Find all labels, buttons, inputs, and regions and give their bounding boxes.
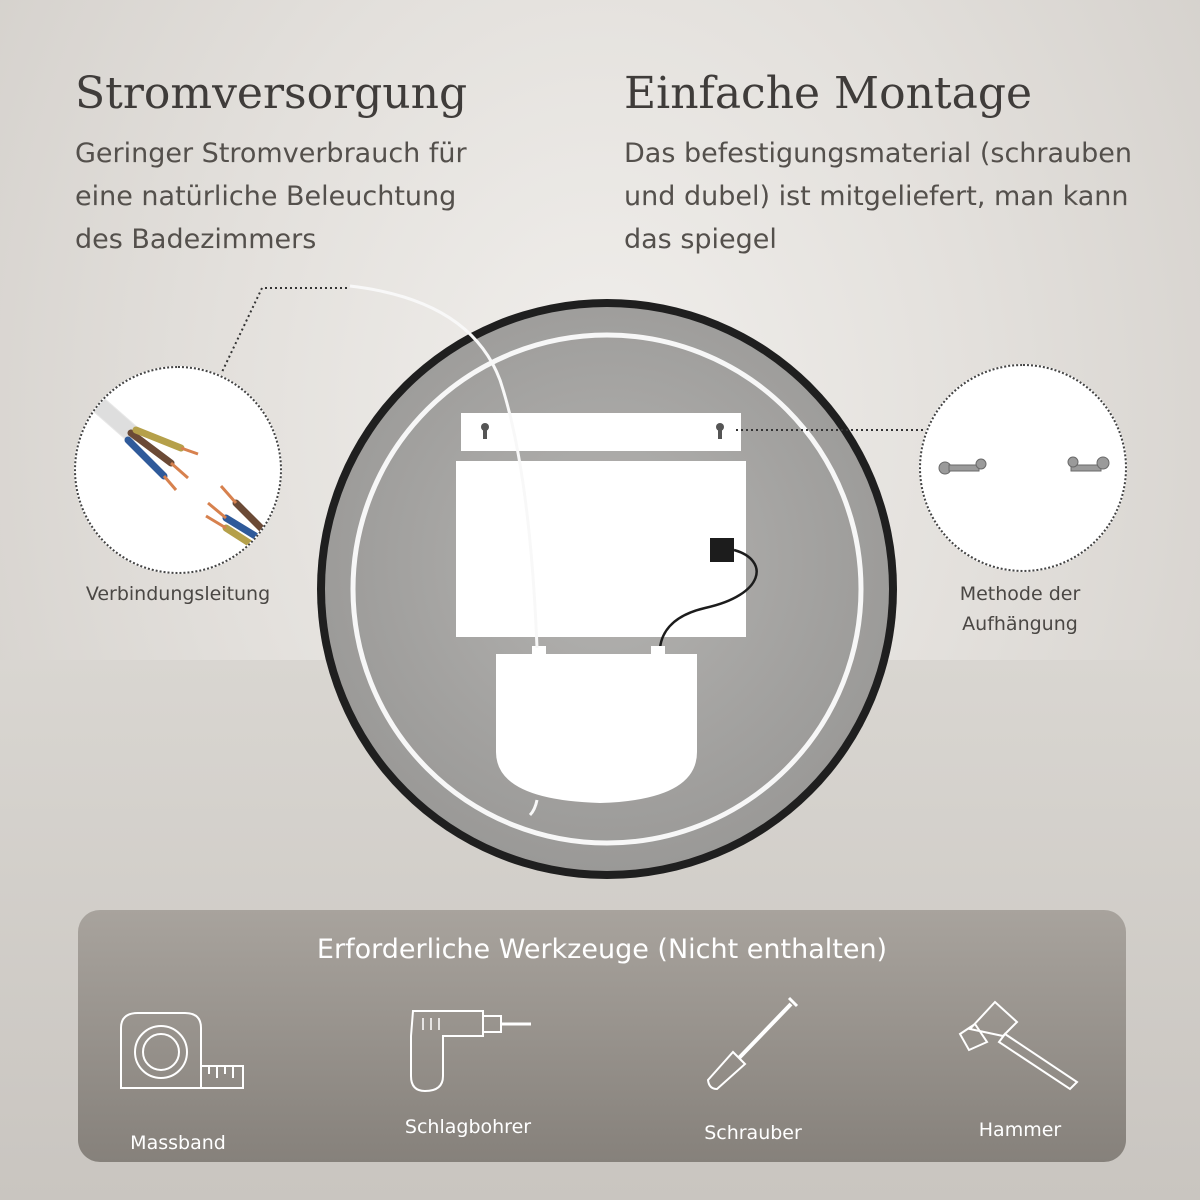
description-line: Geringer Stromverbrauch für <box>75 138 467 169</box>
caption-line: Aufhängung <box>962 613 1078 635</box>
caption-line: Methode der <box>959 583 1081 605</box>
cable-detail-circle <box>74 366 282 574</box>
stromversorgung-title: Stromversorgung <box>75 68 468 119</box>
montage-title: Einfache Montage <box>624 68 1033 119</box>
mounting-bar <box>461 413 741 451</box>
tool-item <box>653 992 853 1144</box>
description-line: und dubel) ist mitgeliefert, man kann <box>624 181 1129 212</box>
cable-callout-line <box>222 288 347 372</box>
description-line: eine natürliche Beleuchtung <box>75 181 457 212</box>
cable-wires-icon <box>76 368 282 574</box>
description-line: des Badezimmers <box>75 224 317 255</box>
tools-title: Erforderliche Werkzeuge (Nicht enthalten) <box>316 934 888 965</box>
tools-panel <box>78 910 1126 1162</box>
tool-label: Schlagbohrer <box>404 1116 532 1138</box>
hammer-icon <box>955 994 1085 1089</box>
cable-caption: Verbindungsleitung <box>85 583 271 605</box>
driver-box <box>496 654 697 803</box>
tool-label: Schrauber <box>704 1122 802 1144</box>
screw-hooks-icon <box>921 366 1127 572</box>
screwdriver-icon <box>703 992 803 1092</box>
drill-icon <box>403 1006 533 1096</box>
description-line: das spiegel <box>624 224 777 255</box>
back-panel <box>456 461 746 637</box>
description-line: Das befestigungsmaterial (schrauben <box>624 138 1133 169</box>
tool-item <box>368 1006 568 1138</box>
mount-detail-circle <box>919 364 1127 572</box>
mount-caption <box>920 579 1120 639</box>
tool-label: Massband <box>130 1132 226 1154</box>
tape-measure-icon <box>113 1010 243 1090</box>
tool-item <box>78 1010 278 1154</box>
tool-label: Hammer <box>978 1119 1062 1141</box>
tool-item <box>920 994 1120 1141</box>
sensor-box <box>710 538 734 562</box>
